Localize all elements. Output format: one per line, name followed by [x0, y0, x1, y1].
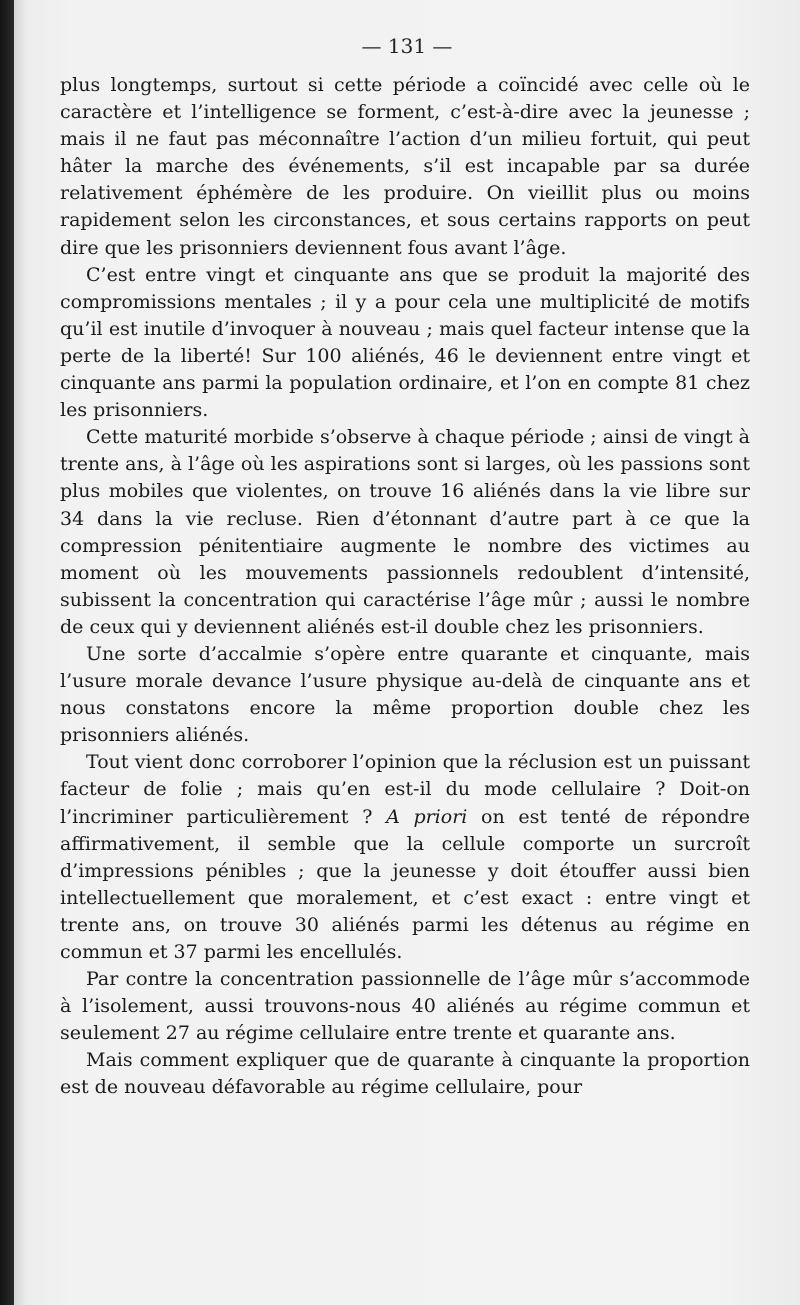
body-text: [60, 72, 750, 1102]
paragraph-5: [60, 749, 750, 966]
paragraph-text: Par contre la concentration passionnelle de l’âge mûr s’accommode à l’isolement, aussi trouvons-nous 40 aliénés au régime commun et seulement 27 au régime cellulaire entre trente et quarante ans.: [60, 968, 750, 1045]
paragraph-text: Cette maturité morbide s’observe à chaque période ; ainsi de vingt à trente ans, à l’âge où les aspirations sont si larges, où les passions sont plus mobiles que violentes, on trouve 16 aliénés dans la vie libre sur 34 dans la vie recluse. Rien d’étonnant d’autre part à ce que la compression pénitentiaire augmente le nombre des victimes au moment où les mouvements passionnels redoublent d’intensité, subissent la concentration qui caractérise l’âge mûr ; aussi le nombre de ceux qui y deviennent aliénés est-il double chez les prisonniers.: [60, 426, 750, 638]
book-page: [14, 0, 800, 1305]
paragraph-text: plus longtemps, surtout si cette période a coïncidé avec celle où le caractère et l’intelligence se forment, c’est-à-dire avec la jeunesse ; mais il ne faut pas méconnaître l’action d’un milieu fortuit, qui peut hâter la marche des événements, s’il est incapable par sa durée relativement éphémère de les produire. On vieillit plus ou moins rapidement selon les circonstances, et sous certains rapports on peut dire que les prisonniers deviennent fous avant l’âge.: [60, 74, 750, 259]
paragraph-text: Tout vient donc corroborer l’opinion que la réclusion est un puissant facteur de folie ; mais qu’en est-il du mode cellulaire ? Doit-on l’incriminer particulièrement ?: [60, 751, 750, 828]
paragraph-6: [60, 966, 750, 1047]
paragraph-2: [60, 262, 750, 425]
paragraph-text: Une sorte d’accalmie s’opère entre quarante et cinquante, mais l’usure morale devance l’usure physique au-delà de cinquante ans et nous constatons encore la même proportion double chez les prisonniers aliénés.: [60, 642, 750, 747]
paragraph-1: [60, 72, 750, 262]
paragraph-3: [60, 424, 750, 641]
binding-edge: [0, 0, 14, 1305]
italic-phrase: A priori: [386, 805, 468, 828]
page-number: — 131 —: [361, 34, 453, 58]
paragraph-7: [60, 1047, 750, 1101]
paragraph-4: [60, 641, 750, 749]
paragraph-text: Mais comment expliquer que de quarante à cinquante la proportion est de nouveau défavorable au régime cellulaire, pour: [60, 1049, 750, 1099]
paragraph-text: on est tenté de répondre affirmativement, il semble que la cellule comporte un surcroît d’impressions pénibles ; que la jeunesse y doit étouffer aussi bien intellectuellement que moralement, et c’est exact : entre vingt et trente ans, on trouve 30 aliénés parmi les détenus au régime en commun et 37 parmi les encellulés.: [60, 805, 750, 963]
paragraph-text: C’est entre vingt et cinquante ans que se produit la majorité des compromissions mentales ; il y a pour cela une multiplicité de motifs qu’il est inutile d’invoquer à nouveau ; mais quel facteur intense que la perte de la liberté! Sur 100 aliénés, 46 le deviennent entre vingt et cinquante ans parmi la population ordinaire, et l’on en compte 81 chez les prisonniers.: [60, 263, 750, 422]
